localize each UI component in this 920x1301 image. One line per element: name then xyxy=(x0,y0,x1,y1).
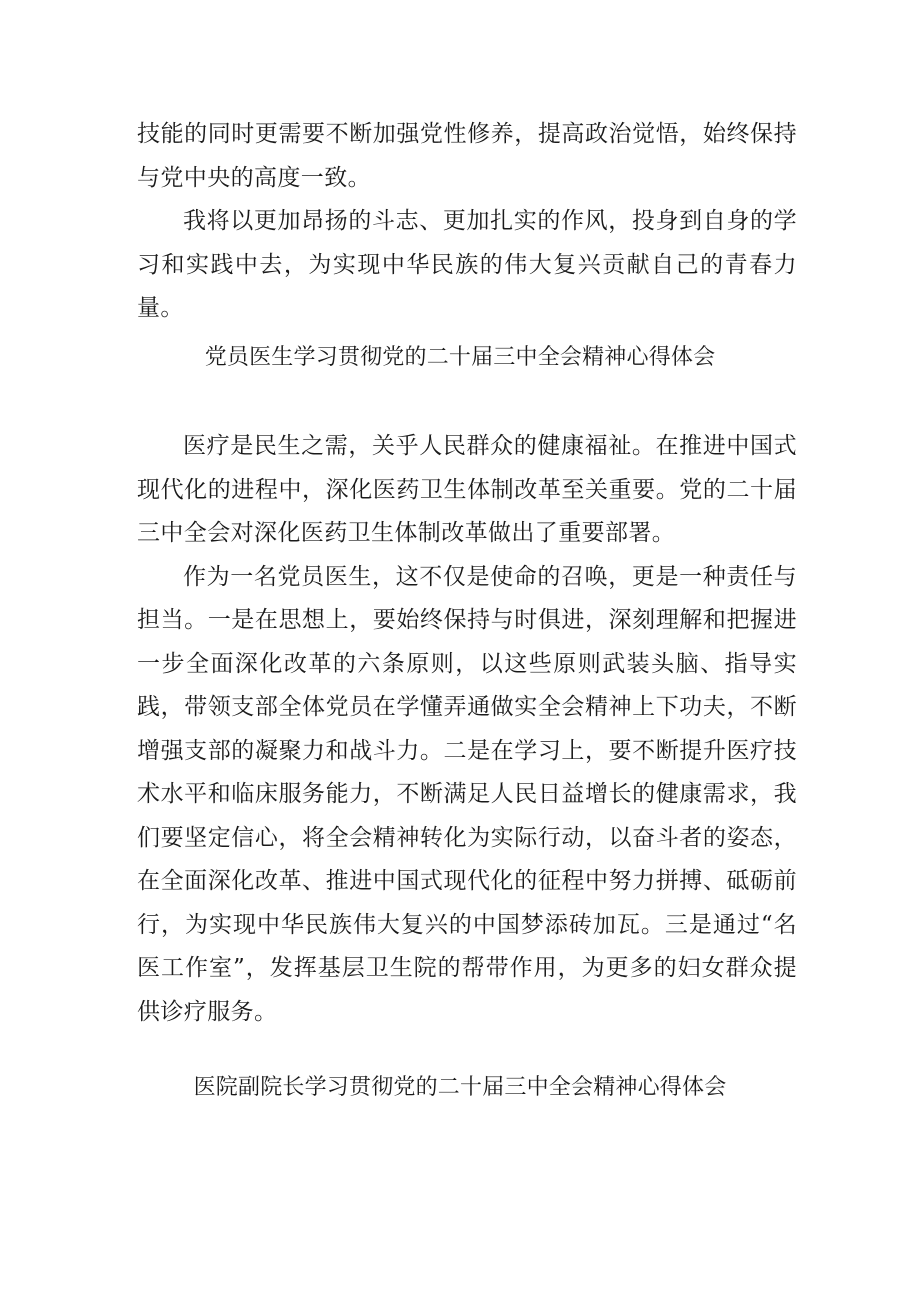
previous-section-body xyxy=(137,113,797,331)
section-title-vice-president: 医院副院长学习贯彻党的二十届三中全会精神心得体会 xyxy=(193,1075,727,1100)
body-paragraph: 作为一名党员医生，这不仅是使命的召唤，更是一种责任与担当。一是在思想上，要始终保持与时俱进，深刻理解和把握进一步全面深化改革的六条原则，以这些原则武装头脑、指导实践，带领支部全体党员在学懂弄通做实全会精神上下功夫，不断增强支部的凝聚力和战斗力。二是在学习上，要不断提升医疗技术水平和临床服务能力，不断满足人民日益增长的健康需求，我们要坚定信心，将全会精神转化为实际行动，以奋斗者的姿态，在全面深化改革、推进中国式现代化的征程中努力拼搏、砥砺前行，为实现中华民族伟大复兴的中国梦添砖加瓦。三是通过“名医工作室”，发挥基层卫生院的帮带作用，为更多的妇女群众提供诊疗服务。 xyxy=(137,563,797,1025)
body-paragraph: 我将以更加昂扬的斗志、更加扎实的作风，投身到自身的学习和实践中去，为实现中华民族的伟大复兴贡献自己的青春力量。 xyxy=(137,208,797,321)
party-doctor-section-body xyxy=(137,425,797,1034)
section-title-party-doctor: 党员医生学习贯彻党的二十届三中全会精神心得体会 xyxy=(204,345,716,370)
body-paragraph: 技能的同时更需要不断加强党性修养，提高政治觉悟，始终保持与党中央的高度一致。 xyxy=(137,121,797,191)
body-paragraph: 医疗是民生之需，关乎人民群众的健康福祉。在推进中国式现代化的进程中，深化医药卫生体制改革至关重要。党的二十届三中全会对深化医药卫生体制改革做出了重要部署。 xyxy=(137,433,797,546)
